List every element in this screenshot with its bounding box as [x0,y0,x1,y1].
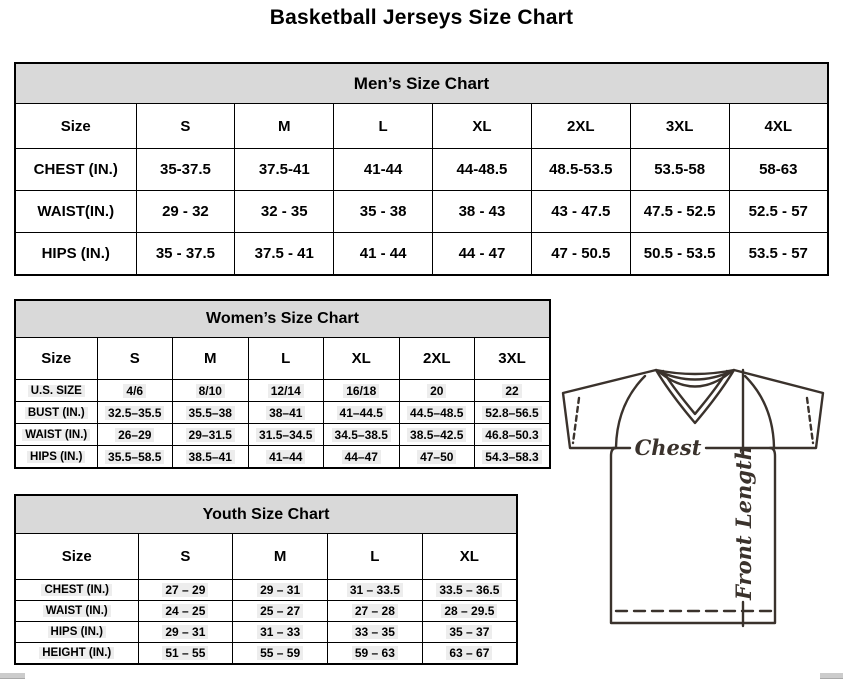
mens-cell-0-4 [531,149,630,191]
youth-cell-3-2-text: 59 – 63 [352,646,398,660]
youth-cell-0-2-text: 31 – 33.5 [347,583,403,597]
womens-data-row-2 [15,424,550,446]
youth-cell-1-1-text: 25 – 27 [257,604,303,618]
mens-cell-0-5 [630,149,729,191]
mens-cell-0-0-text: 35-37.5 [159,161,211,178]
youth-col-head-4-text: XL [459,548,479,565]
youth-cell-0-3-text: 33.5 – 36.5 [436,583,502,597]
womens-cell-3-1 [173,446,249,469]
youth-cell-2-1-text: 31 – 33 [257,625,303,639]
womens-data-row-3 [15,446,550,469]
youth-cell-0-0-text: 27 – 29 [162,583,208,597]
youth-row-label-1-text: WAIST (IN.) [43,605,111,617]
mens-col-head-5-text: 2XL [567,117,595,135]
mens-cell-0-1-text: 37.5-41 [258,161,310,178]
womens-cell-3-1-text: 38.5–41 [186,450,235,464]
womens-row-label-3-text: HIPS (IN.) [27,451,85,463]
womens-cell-3-4-text: 47–50 [417,450,456,464]
mens-cell-0-3 [433,149,532,191]
mens-col-head-2-text: M [278,117,291,135]
mens-chart-title [15,63,828,104]
youth-cell-1-0 [138,601,233,622]
youth-cell-1-2-text: 27 – 28 [352,604,398,618]
womens-cell-2-1 [173,424,249,446]
youth-cell-0-2 [328,580,423,601]
womens-cell-3-2 [248,446,324,469]
womens-col-head-4 [324,338,400,380]
youth-col-head-1 [138,534,233,580]
youth-cell-3-1 [233,643,328,665]
mens-cell-1-3-text: 38 - 43 [458,203,506,220]
womens-col-head-2-text: M [204,350,217,367]
youth-col-head-2-text: M [273,548,287,565]
womens-col-head-6-text: 3XL [498,350,526,367]
womens-cell-0-4-text: 20 [427,384,446,398]
mens-col-head-0-text: Size [60,117,91,135]
womens-cell-1-3-text: 41–44.5 [337,406,386,420]
mens-cell-1-1-text: 32 - 35 [260,203,308,220]
womens-cell-3-5 [475,446,551,469]
mens-col-head-5 [531,104,630,149]
womens-cell-2-4-text: 38.5–42.5 [407,428,466,442]
mens-cell-1-6 [729,191,828,233]
mens-cell-2-4-text: 47 - 50.5 [551,245,611,262]
jersey-outline [563,370,823,623]
womens-data-row-1 [15,402,550,424]
womens-cell-1-5 [475,402,551,424]
womens-cell-2-2 [248,424,324,446]
youth-col-head-1-text: S [180,548,191,565]
youth-cell-2-1 [233,622,328,643]
womens-cell-2-5 [475,424,551,446]
mens-cell-2-1-text: 37.5 - 41 [254,245,314,262]
mens-cell-0-2 [334,149,433,191]
mens-cell-0-0 [136,149,235,191]
womens-cell-1-1-text: 35.5–38 [186,406,235,420]
youth-row-label-1 [15,601,138,622]
mens-data-row-0 [15,149,828,191]
youth-col-head-0-text: Size [61,548,92,565]
youth-row-label-3-text: HEIGHT (IN.) [39,647,114,659]
mens-col-head-6-text: 3XL [665,117,694,135]
mens-row-label-1 [15,191,136,233]
jersey-measurement-diagram [556,360,832,670]
womens-col-head-3-text: L [281,350,291,367]
womens-cell-1-5-text: 52.8–56.5 [482,406,541,420]
womens-cell-0-2-text: 12/14 [268,384,304,398]
womens-cell-1-0 [97,402,173,424]
womens-cell-1-1 [173,402,249,424]
womens-cell-0-0 [97,380,173,402]
mens-cell-0-2-text: 41-44 [363,161,403,178]
mens-data-row-2 [15,233,828,276]
mens-col-head-4 [433,104,532,149]
mens-chart-title-text: Men’s Size Chart [353,73,490,93]
youth-size-chart-table [14,494,518,665]
womens-row-label-3 [15,446,97,469]
womens-chart-title [15,300,550,338]
womens-row-label-1 [15,402,97,424]
mens-cell-1-6-text: 52.5 - 57 [748,203,808,220]
mens-size-chart-table [14,62,829,276]
scrollbar-fragment-left[interactable] [0,673,25,679]
womens-cell-3-4 [399,446,475,469]
womens-cell-0-1 [173,380,249,402]
front-length-label: Front Length [731,445,756,600]
mens-cell-1-2 [334,191,433,233]
youth-cell-1-3-text: 28 – 29.5 [441,604,497,618]
mens-cell-1-4-text: 43 - 47.5 [551,203,611,220]
chest-label: Chest [634,435,702,460]
youth-chart-title-text: Youth Size Chart [202,505,330,523]
womens-cell-1-0-text: 32.5–35.5 [105,406,164,420]
mens-col-head-7-text: 4XL [764,117,793,135]
womens-cell-3-3-text: 44–47 [342,450,381,464]
youth-col-head-3 [328,534,423,580]
youth-row-label-0-text: CHEST (IN.) [41,584,112,596]
mens-col-head-4-text: XL [472,117,492,135]
womens-cell-3-2-text: 41–44 [266,450,305,464]
womens-cell-0-1-text: 8/10 [196,384,225,398]
youth-cell-2-0 [138,622,233,643]
womens-data-row-0 [15,380,550,402]
womens-row-label-2 [15,424,97,446]
mens-col-head-2 [235,104,334,149]
youth-cell-3-1-text: 55 – 59 [257,646,303,660]
womens-cell-2-3 [324,424,400,446]
womens-cell-3-0 [97,446,173,469]
mens-data-row-1 [15,191,828,233]
womens-cell-2-1-text: 29–31.5 [186,428,235,442]
mens-cell-0-1 [235,149,334,191]
womens-cell-1-2-text: 38–41 [266,406,305,420]
womens-col-head-5 [399,338,475,380]
womens-cell-1-3 [324,402,400,424]
youth-cell-0-1 [233,580,328,601]
mens-cell-0-6-text: 58-63 [759,161,798,178]
mens-cell-1-0-text: 29 - 32 [162,203,209,220]
youth-row-label-2 [15,622,138,643]
mens-cell-1-3 [433,191,532,233]
mens-cell-2-0-text: 35 - 37.5 [155,245,216,262]
mens-col-head-0 [15,104,136,149]
mens-cell-2-5 [630,233,729,276]
mens-col-head-7 [729,104,828,149]
youth-cell-3-0 [138,643,233,665]
womens-cell-3-3 [324,446,400,469]
womens-cell-2-0-text: 26–29 [115,428,154,442]
youth-table [14,494,518,665]
womens-size-chart-table [14,299,551,469]
youth-cell-1-0-text: 24 – 25 [162,604,208,618]
womens-table [14,299,551,469]
youth-cell-0-1-text: 29 – 31 [257,583,303,597]
womens-row-label-0 [15,380,97,402]
mens-row-label-0 [15,149,136,191]
youth-cell-2-2 [328,622,423,643]
youth-cell-3-3 [422,643,517,665]
mens-cell-2-4 [531,233,630,276]
womens-chart-title-text: Women’s Size Chart [206,310,359,327]
womens-cell-0-0-text: 4/6 [123,384,146,398]
youth-data-row-2 [15,622,517,643]
mens-cell-0-5-text: 53.5-58 [654,161,706,178]
womens-row-label-1-text: BUST (IN.) [25,407,88,419]
mens-cell-2-2 [334,233,433,276]
mens-cell-2-3-text: 44 - 47 [458,245,506,262]
youth-cell-3-3-text: 63 – 67 [446,646,492,660]
womens-cell-0-4 [399,380,475,402]
mens-cell-2-0 [136,233,235,276]
mens-cell-2-6 [729,233,828,276]
page-title: Basketball Jerseys Size Chart [269,6,574,29]
womens-cell-0-3 [324,380,400,402]
mens-cell-0-3-text: 44-48.5 [456,161,508,178]
womens-cell-0-2 [248,380,324,402]
womens-cell-2-5-text: 46.8–50.3 [482,428,541,442]
womens-col-head-2 [173,338,249,380]
mens-row-label-2-text: HIPS (IN.) [41,245,110,262]
youth-cell-3-0-text: 51 – 55 [162,646,208,660]
youth-cell-2-2-text: 33 – 35 [352,625,398,639]
youth-cell-2-3 [422,622,517,643]
womens-row-label-2-text: WAIST (IN.) [22,429,90,441]
womens-row-label-0-text: U.S. SIZE [28,385,85,397]
womens-cell-3-0-text: 35.5–58.5 [105,450,164,464]
mens-col-head-1 [136,104,235,149]
womens-cell-0-3-text: 16/18 [343,384,379,398]
mens-cell-0-6 [729,149,828,191]
womens-cell-1-4-text: 44.5–48.5 [407,406,466,420]
womens-col-head-0-text: Size [41,350,72,367]
mens-row-label-1-text: WAIST(IN.) [37,203,115,220]
youth-data-row-1 [15,601,517,622]
mens-cell-1-2-text: 35 - 38 [359,203,407,220]
youth-data-row-0 [15,580,517,601]
womens-col-head-1-text: S [129,350,140,367]
womens-cell-0-5 [475,380,551,402]
womens-cell-3-5-text: 54.3–58.3 [482,450,541,464]
scrollbar-fragment-right[interactable] [820,673,843,679]
womens-cell-2-3-text: 34.5–38.5 [332,428,391,442]
mens-cell-1-4 [531,191,630,233]
womens-header-row [15,338,550,380]
mens-cell-1-1 [235,191,334,233]
womens-cell-0-5-text: 22 [502,384,521,398]
mens-row-label-0-text: CHEST (IN.) [33,161,118,178]
youth-cell-1-1 [233,601,328,622]
womens-col-head-4-text: XL [351,350,371,367]
youth-cell-0-0 [138,580,233,601]
youth-cell-3-2 [328,643,423,665]
womens-col-head-5-text: 2XL [422,350,451,367]
youth-cell-2-3-text: 35 – 37 [446,625,492,639]
mens-cell-2-6-text: 53.5 - 57 [748,245,808,262]
mens-cell-2-3 [433,233,532,276]
youth-cell-1-2 [328,601,423,622]
mens-row-label-2 [15,233,136,276]
womens-cell-2-2-text: 31.5–34.5 [256,428,315,442]
youth-row-label-0 [15,580,138,601]
mens-header-row [15,104,828,149]
mens-cell-0-4-text: 48.5-53.5 [549,161,613,178]
mens-col-head-6 [630,104,729,149]
youth-cell-0-3 [422,580,517,601]
youth-col-head-4 [422,534,517,580]
youth-col-head-2 [233,534,328,580]
youth-col-head-3-text: L [370,548,380,565]
youth-row-label-2-text: HIPS (IN.) [48,626,106,638]
youth-cell-2-0-text: 29 – 31 [162,625,208,639]
mens-cell-1-5-text: 47.5 - 52.5 [643,203,716,220]
youth-row-label-3 [15,643,138,665]
womens-cell-1-2 [248,402,324,424]
mens-table [14,62,829,276]
youth-data-row-3 [15,643,517,665]
youth-col-head-0 [15,534,138,580]
mens-cell-1-0 [136,191,235,233]
mens-col-head-1-text: S [180,117,191,135]
womens-cell-1-4 [399,402,475,424]
womens-col-head-1 [97,338,173,380]
womens-col-head-6 [475,338,551,380]
youth-header-row [15,534,517,580]
womens-col-head-3 [248,338,324,380]
mens-cell-2-1 [235,233,334,276]
mens-col-head-3 [334,104,433,149]
youth-cell-1-3 [422,601,517,622]
mens-cell-2-5-text: 50.5 - 53.5 [643,245,716,262]
youth-chart-title [15,495,517,534]
womens-cell-2-0 [97,424,173,446]
mens-cell-1-5 [630,191,729,233]
womens-cell-2-4 [399,424,475,446]
mens-col-head-3-text: L [378,117,388,135]
mens-cell-2-2-text: 41 - 44 [359,245,407,262]
womens-col-head-0 [15,338,97,380]
